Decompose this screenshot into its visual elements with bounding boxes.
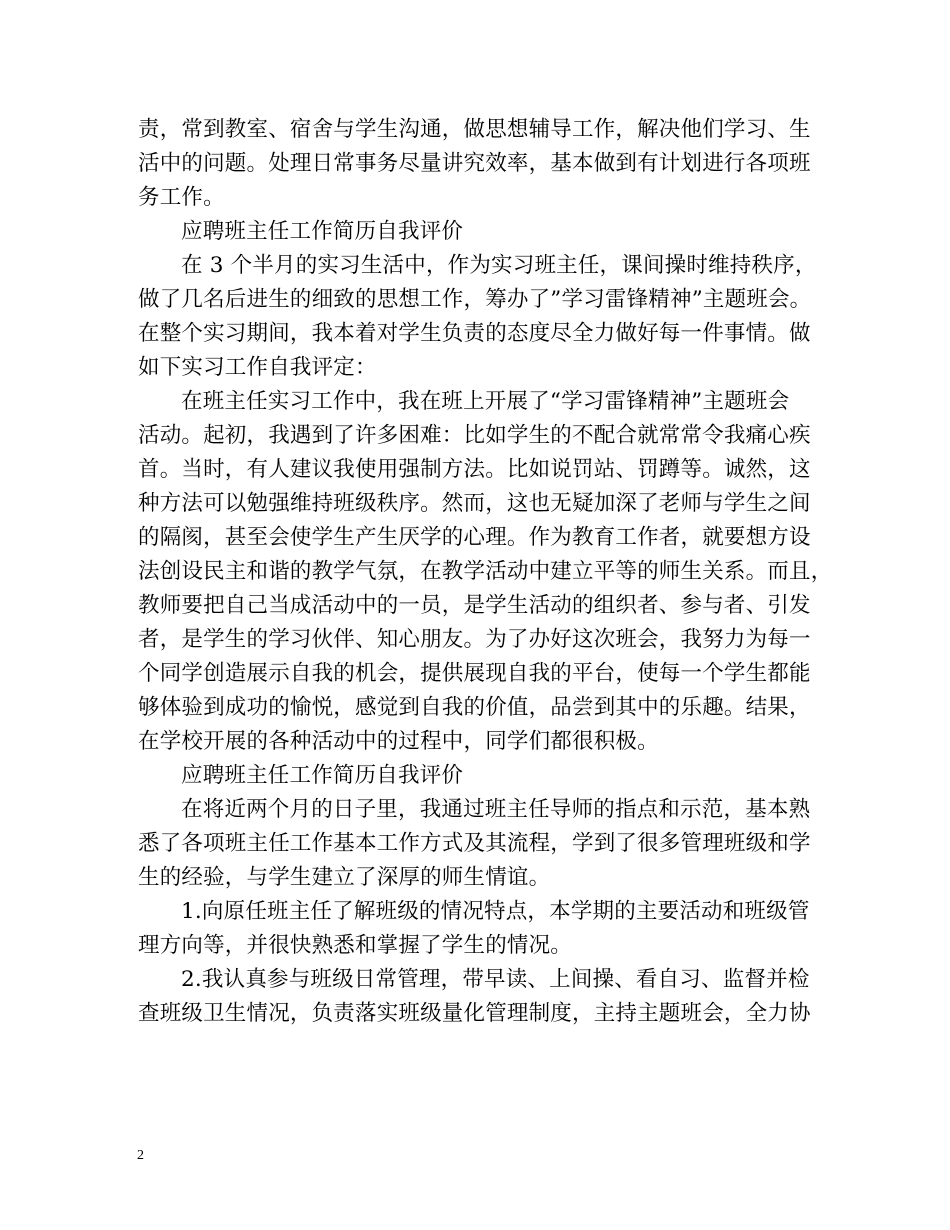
text-line: 务工作。: [138, 185, 225, 210]
page-number: 2: [137, 1148, 144, 1163]
text-line: 法创设民主和谐的教学气氛，在教学活动中建立平等的师生关系。而且，: [138, 559, 833, 584]
text-line: 活中的问题。处理日常事务尽量讲究效率，基本做到有计划进行各项班: [138, 151, 811, 176]
text-line: 悉了各项班主任工作基本工作方式及其流程，学到了很多管理班级和学: [138, 831, 811, 856]
text-line: 理方向等，并很快熟悉和掌握了学生的情况。: [138, 933, 573, 958]
text-line: 者，是学生的学习伙伴、知心朋友。为了办好这次班会，我努力为每一: [138, 627, 811, 652]
text-line: 种方法可以勉强维持班级秩序。然而，这也无疑加深了老师与学生之间: [138, 491, 811, 516]
text-line: 的隔阂，甚至会使学生产生厌学的心理。作为教育工作者，就要想方设: [138, 525, 811, 550]
text-line: 在 3 个半月的实习生活中，作为实习班主任，课间操时维持秩序，: [181, 253, 817, 278]
text-line: 首。当时，有人建议我使用强制方法。比如说罚站、罚蹲等。诚然，这: [138, 457, 811, 482]
text-line: 在班主任实习工作中，我在班上开展了“学习雷锋精神”主题班会: [181, 389, 790, 414]
text-line: 在学校开展的各种活动中的过程中，同学们都很积极。: [138, 729, 659, 754]
text-line: 查班级卫生情况，负责落实班级量化管理制度，主持主题班会，全力协: [138, 1001, 811, 1026]
text-line: 责，常到教室、宿舍与学生沟通，做思想辅导工作，解决他们学习、生: [138, 117, 811, 142]
text-line: 在将近两个月的日子里，我通过班主任导师的指点和示范，基本熟: [181, 797, 811, 822]
text-line: 教师要把自己当成活动中的一员，是学生活动的组织者、参与者、引发: [138, 593, 811, 618]
text-line: 在整个实习期间，我本着对学生负责的态度尽全力做好每一件事情。做: [138, 321, 811, 346]
text-line: 个同学创造展示自我的机会，提供展现自我的平台，使每一个学生都能: [138, 661, 811, 686]
section-heading: 应聘班主任工作简历自我评价: [181, 219, 464, 244]
text-line: 1.向原任班主任了解班级的情况特点，本学期的主要活动和班级管: [181, 899, 810, 924]
text-line: 如下实习工作自我评定：: [138, 355, 377, 380]
section-heading: 应聘班主任工作简历自我评价: [181, 763, 464, 788]
text-line: 生的经验，与学生建立了深厚的师生情谊。: [138, 865, 551, 890]
text-line: 够体验到成功的愉悦，感觉到自我的价值，品尝到其中的乐趣。结果，: [138, 695, 811, 720]
text-line: 做了几名后进生的细致的思想工作，筹办了”学习雷锋精神”主题班会。: [138, 287, 812, 312]
text-line: 2.我认真参与班级日常管理，带早读、上间操、看自习、监督并检: [181, 967, 810, 992]
text-line: 活动。起初，我遇到了许多困难：比如学生的不配合就常常令我痛心疾: [138, 423, 811, 448]
